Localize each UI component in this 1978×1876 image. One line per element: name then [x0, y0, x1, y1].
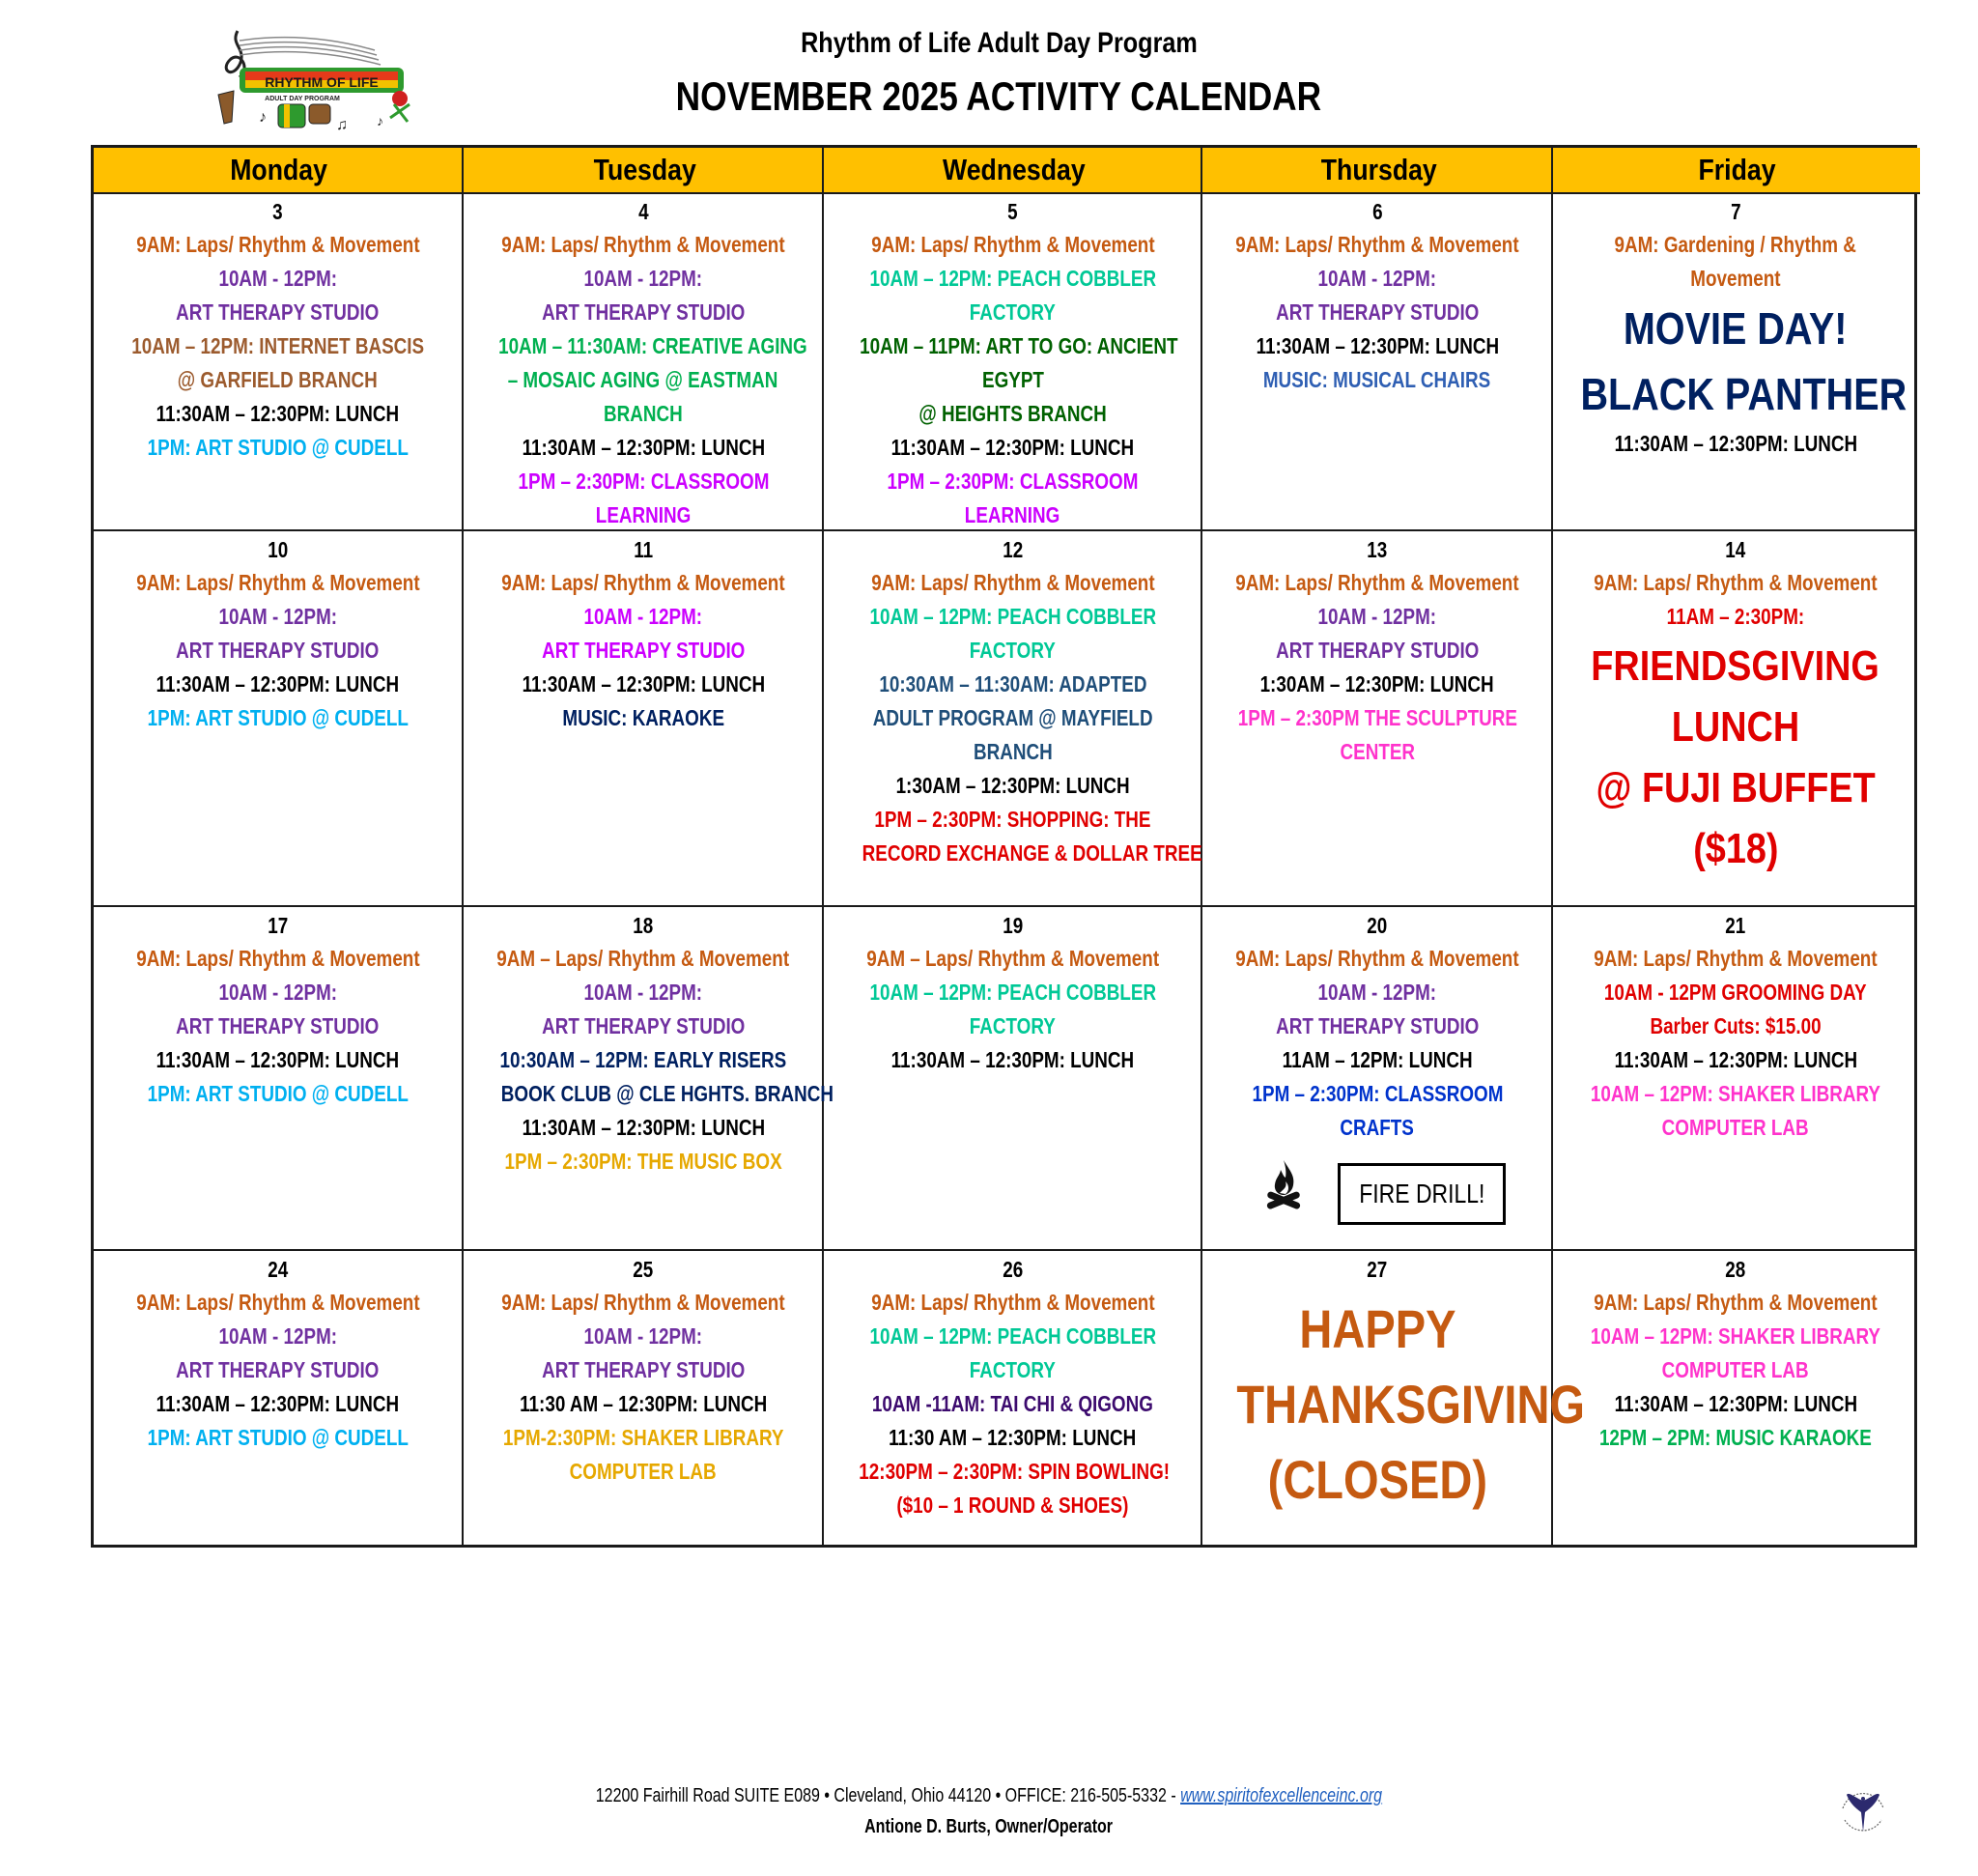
activity-line: 9AM: Laps/ Rhythm & Movement	[501, 1290, 785, 1315]
activity-line: 11:30AM – 12:30PM: LUNCH	[890, 1047, 1135, 1072]
activity-line: 10AM - 12PM GROOMING DAY	[1604, 980, 1867, 1005]
date-number: 27	[1367, 1257, 1388, 1282]
column-divider	[462, 148, 464, 1545]
activity-line: 10AM – 12PM: PEACH COBBLER	[869, 980, 1156, 1005]
activity-line: ($10 – 1 ROUND & SHOES)	[896, 1492, 1129, 1518]
activity-line: ($18)	[1692, 825, 1779, 872]
activity-line: ART THERAPY STUDIO	[1275, 299, 1480, 325]
activity-line: 11AM – 12PM: LUNCH	[1282, 1047, 1473, 1072]
activity-line: 9AM: Gardening / Rhythm &	[1614, 232, 1857, 257]
activity-line: 1PM – 2:30PM THE SCULPTURE	[1237, 705, 1517, 730]
activity-line: 10AM – 12PM: SHAKER LIBRARY	[1590, 1323, 1881, 1349]
activity-line: 1:30AM – 12:30PM: LUNCH	[1259, 671, 1495, 696]
date-number: 28	[1725, 1257, 1746, 1282]
activity-line: 10:30AM – 12PM: EARLY RISERS	[499, 1047, 787, 1072]
day-cell-18[interactable]	[465, 905, 834, 1249]
activity-line: 1PM-2:30PM: SHAKER LIBRARY	[502, 1425, 784, 1450]
activity-line: 10AM - 12PM:	[583, 266, 703, 291]
activity-line: 9AM: Laps/ Rhythm & Movement	[135, 946, 420, 971]
day-cell-14[interactable]	[1554, 529, 1917, 905]
day-cell-12[interactable]	[825, 529, 1201, 905]
date-number: 25	[633, 1257, 654, 1282]
svg-text:♪: ♪	[377, 113, 383, 128]
activity-line: 11:30AM – 12:30PM: LUNCH	[155, 1391, 400, 1416]
activity-line: 1PM – 2:30PM: THE MUSIC BOX	[504, 1149, 782, 1174]
activity-line: 9AM: Laps/ Rhythm & Movement	[135, 570, 420, 595]
activity-line: 10AM – 12PM: PEACH COBBLER	[869, 1323, 1156, 1349]
activity-line: 1PM: ART STUDIO @ CUDELL	[147, 435, 409, 460]
activity-line: @ FUJI BUFFET	[1596, 764, 1876, 811]
activity-line: 9AM: Laps/ Rhythm & Movement	[1235, 946, 1519, 971]
website-link[interactable]: www.spiritofexcellenceinc.org	[1180, 1785, 1383, 1806]
activity-line: ART THERAPY STUDIO	[176, 638, 380, 663]
activity-line: 9AM: Laps/ Rhythm & Movement	[135, 1290, 420, 1315]
activity-line: 11:30AM – 12:30PM: LUNCH	[890, 435, 1135, 460]
activity-line: MUSIC: KARAOKE	[562, 705, 724, 730]
activity-line: FRIENDSGIVING	[1591, 642, 1880, 690]
activity-line: 11:30AM – 12:30PM: LUNCH	[155, 1047, 400, 1072]
activity-line: 9AM: Laps/ Rhythm & Movement	[501, 232, 785, 257]
calendar-title: NOVEMBER 2025 ACTIVITY CALENDAR	[675, 73, 1322, 119]
activity-line: THANKSGIVING	[1236, 1374, 1586, 1435]
activity-line: 10AM - 12PM:	[1317, 980, 1437, 1005]
activity-line: ART THERAPY STUDIO	[541, 1357, 746, 1382]
program-name: Rhythm of Life Adult Day Program	[800, 27, 1198, 59]
activity-line: @ HEIGHTS BRANCH	[918, 401, 1107, 426]
activity-line: 10AM - 12PM:	[1317, 604, 1437, 629]
activity-line: 10AM – 12PM: PEACH COBBLER	[869, 266, 1156, 291]
activity-line: 1PM – 2:30PM: CLASSROOM	[887, 469, 1139, 494]
activity-line: 1PM – 2:30PM: SHOPPING: THE	[874, 807, 1151, 832]
activity-line: 9AM: Laps/ Rhythm & Movement	[1594, 1290, 1878, 1315]
date-number: 12	[1003, 537, 1023, 562]
day-cell-20[interactable]	[1203, 905, 1551, 1249]
activity-line: 10AM - 12PM:	[218, 980, 337, 1005]
activity-line: FACTORY	[969, 638, 1057, 663]
activity-line: BOOK CLUB @ CLE HGHTS. BRANCH	[500, 1081, 834, 1106]
fire-drill-label: FIRE DRILL!	[1338, 1163, 1506, 1225]
activity-line: 11:30 AM – 12:30PM: LUNCH	[889, 1425, 1137, 1450]
activity-line: 10AM - 12PM:	[583, 1323, 703, 1349]
activity-line: 9AM: Laps/ Rhythm & Movement	[870, 570, 1155, 595]
day-cell-3[interactable]	[94, 191, 462, 529]
date-number: 13	[1367, 537, 1388, 562]
column-divider	[1551, 148, 1553, 1545]
date-number: 4	[637, 199, 649, 224]
activity-line: HAPPY	[1298, 1298, 1456, 1359]
activity-line: 10AM – 11:30AM: CREATIVE AGING	[498, 333, 807, 358]
activity-line: COMPUTER LAB	[1662, 1115, 1809, 1140]
activity-line: 10AM - 12PM:	[1317, 266, 1437, 291]
activity-line: 10AM - 12PM:	[218, 1323, 337, 1349]
day-cell-6[interactable]	[1203, 191, 1551, 529]
activity-line: 11:30AM – 12:30PM: LUNCH	[522, 435, 765, 460]
activity-line: 11:30AM – 12:30PM: LUNCH	[1614, 431, 1857, 456]
fire-drill-notice	[1203, 1145, 1551, 1222]
activity-line: 11:30AM – 12:30PM: LUNCH	[155, 671, 400, 696]
day-cell-11[interactable]	[465, 529, 822, 905]
activity-line: 11:30AM – 12:30PM: LUNCH	[155, 401, 400, 426]
day-cell-24[interactable]	[94, 1249, 462, 1548]
activity-line: 9AM: Laps/ Rhythm & Movement	[135, 232, 420, 257]
activity-line: ART THERAPY STUDIO	[541, 299, 746, 325]
activity-line: MOVIE DAY!	[1624, 303, 1848, 354]
activity-line: 11:30AM – 12:30PM: LUNCH	[1256, 333, 1499, 358]
day-cell-13[interactable]	[1203, 529, 1551, 905]
activity-line: 12:30PM – 2:30PM: SPIN BOWLING!	[859, 1459, 1171, 1484]
svg-text:♪: ♪	[259, 109, 267, 126]
day-cell-7[interactable]	[1554, 191, 1917, 529]
activity-line: COMPUTER LAB	[1662, 1357, 1809, 1382]
activity-line: 1PM – 2:30PM: CLASSROOM	[1252, 1081, 1503, 1106]
day-cell-19[interactable]	[825, 905, 1201, 1249]
address-text: 12200 Fairhill Road SUITE E089 • Cleveland, Ohio 44120 • OFFICE: 216-505-5332 -	[595, 1785, 1181, 1806]
activity-line: 10AM – 12PM: PEACH COBBLER	[869, 604, 1156, 629]
date-number: 5	[1007, 199, 1018, 224]
spirit-of-excellence-emblem	[1835, 1779, 1891, 1841]
svg-text:ADULT DAY PROGRAM: ADULT DAY PROGRAM	[265, 96, 340, 102]
date-number: 11	[634, 537, 653, 562]
activity-line: 9AM – Laps/ Rhythm & Movement	[496, 946, 790, 971]
activity-line: 9AM: Laps/ Rhythm & Movement	[1235, 232, 1519, 257]
calendar-grid	[91, 145, 1917, 1548]
activity-line: Movement	[1690, 266, 1781, 291]
activity-line: RECORD EXCHANGE & DOLLAR TREE	[862, 840, 1202, 866]
day-cell-17[interactable]	[94, 905, 462, 1249]
activity-line: 11:30AM – 12:30PM: LUNCH	[1614, 1391, 1857, 1416]
activity-line: ART THERAPY STUDIO	[541, 638, 746, 663]
activity-line: 10AM - 12PM:	[218, 266, 337, 291]
day-cell-4[interactable]	[465, 191, 822, 529]
date-number: 10	[268, 537, 288, 562]
date-number: 26	[1003, 1257, 1023, 1282]
day-header-wednesday: Wednesday	[825, 148, 1203, 194]
activity-line: BRANCH	[604, 401, 683, 426]
activity-line: 1PM: ART STUDIO @ CUDELL	[147, 705, 409, 730]
activity-line: 9AM – Laps/ Rhythm & Movement	[866, 946, 1159, 971]
activity-line: 9AM: Laps/ Rhythm & Movement	[870, 1290, 1155, 1315]
activity-line: BRANCH	[973, 739, 1053, 764]
activity-line: EGYPT	[981, 367, 1044, 392]
activity-line: 10AM - 12PM:	[583, 980, 703, 1005]
activity-line: LUNCH	[1671, 703, 1800, 751]
activity-line: 10AM – 12PM: SHAKER LIBRARY	[1590, 1081, 1881, 1106]
activity-line: ART THERAPY STUDIO	[176, 1357, 380, 1382]
date-number: 7	[1730, 199, 1741, 224]
activity-line: 11:30 AM – 12:30PM: LUNCH	[519, 1391, 768, 1416]
activity-line: ART THERAPY STUDIO	[176, 299, 380, 325]
activity-line: 9AM: Laps/ Rhythm & Movement	[1235, 570, 1519, 595]
activity-line: COMPUTER LAB	[570, 1459, 717, 1484]
activity-line: (CLOSED)	[1267, 1449, 1487, 1510]
activity-line: LEARNING	[595, 502, 692, 527]
campfire-icon	[1264, 1158, 1303, 1212]
day-cell-5[interactable]	[825, 191, 1201, 529]
activity-line: FACTORY	[969, 1013, 1057, 1038]
activity-line: @ GARFIELD BRANCH	[177, 367, 378, 392]
date-number: 24	[268, 1257, 288, 1282]
activity-line: 10AM - 12PM:	[583, 604, 703, 629]
activity-line: Barber Cuts: $15.00	[1650, 1013, 1822, 1038]
footer-address	[0, 1785, 1978, 1807]
activity-line: 11AM – 2:30PM:	[1666, 604, 1805, 629]
activity-line: ART THERAPY STUDIO	[176, 1013, 380, 1038]
activity-line: ADULT PROGRAM @ MAYFIELD	[872, 705, 1153, 730]
column-divider	[822, 148, 824, 1545]
activity-line: 10AM -11AM: TAI CHI & QIGONG	[872, 1391, 1153, 1416]
activity-line: 9AM: Laps/ Rhythm & Movement	[1594, 946, 1878, 971]
day-header-monday: Monday	[94, 148, 465, 194]
activity-line: BLACK PANTHER	[1580, 369, 1907, 419]
activity-line: ART THERAPY STUDIO	[1275, 1013, 1480, 1038]
activity-line: 1PM: ART STUDIO @ CUDELL	[147, 1081, 409, 1106]
activity-line: 1:30AM – 12:30PM: LUNCH	[895, 773, 1130, 798]
day-cell-27[interactable]	[1203, 1249, 1586, 1548]
date-number: 17	[268, 913, 288, 938]
activity-line: 9AM: Laps/ Rhythm & Movement	[501, 570, 785, 595]
activity-line: CENTER	[1340, 739, 1415, 764]
activity-line: FACTORY	[969, 1357, 1057, 1382]
activity-line: 9AM: Laps/ Rhythm & Movement	[1594, 570, 1878, 595]
date-number: 3	[272, 199, 283, 224]
activity-line: 10AM – 11PM: ART TO GO: ANCIENT	[860, 333, 1178, 358]
date-number: 19	[1003, 913, 1023, 938]
activity-line: MUSIC: MUSICAL CHAIRS	[1263, 367, 1491, 392]
activity-line: – MOSAIC AGING @ EASTMAN	[508, 367, 778, 392]
svg-text:♫: ♫	[336, 117, 348, 133]
day-header-friday: Friday	[1554, 148, 1920, 194]
activity-line: 10:30AM – 11:30AM: ADAPTED	[878, 671, 1147, 696]
activity-line: 10AM - 12PM:	[218, 604, 337, 629]
activity-line: 12PM – 2PM: MUSIC KARAOKE	[1599, 1425, 1872, 1450]
activity-line: 11:30AM – 12:30PM: LUNCH	[522, 1115, 765, 1140]
activity-line: 9AM: Laps/ Rhythm & Movement	[870, 232, 1155, 257]
footer-owner: Antione D. Burts, Owner/Operator	[864, 1816, 1114, 1837]
date-number: 6	[1371, 199, 1383, 224]
activity-line: ART THERAPY STUDIO	[1275, 638, 1480, 663]
day-cell-28[interactable]	[1554, 1249, 1917, 1548]
day-cell-21[interactable]	[1554, 905, 1917, 1249]
day-cell-26[interactable]	[825, 1249, 1201, 1548]
day-cell-25[interactable]	[465, 1249, 822, 1548]
date-number: 20	[1367, 913, 1388, 938]
activity-line: 11:30AM – 12:30PM: LUNCH	[1614, 1047, 1857, 1072]
day-cell-10[interactable]	[94, 529, 462, 905]
activity-line: 1PM: ART STUDIO @ CUDELL	[147, 1425, 409, 1450]
activity-line: LEARNING	[965, 502, 1060, 527]
day-header-tuesday: Tuesday	[465, 148, 825, 194]
svg-text:RHYTHM OF LIFE: RHYTHM OF LIFE	[265, 74, 379, 90]
activity-line: 11:30AM – 12:30PM: LUNCH	[522, 671, 765, 696]
day-header-thursday: Thursday	[1203, 148, 1554, 194]
activity-line: 1PM – 2:30PM: CLASSROOM	[518, 469, 769, 494]
date-number: 18	[633, 913, 654, 938]
activity-line: FACTORY	[969, 299, 1057, 325]
date-number: 14	[1725, 537, 1746, 562]
activity-line: CRAFTS	[1340, 1115, 1415, 1140]
activity-line: 10AM – 12PM: INTERNET BASCIS	[131, 333, 424, 358]
date-number: 21	[1725, 913, 1746, 938]
activity-line: ART THERAPY STUDIO	[541, 1013, 746, 1038]
